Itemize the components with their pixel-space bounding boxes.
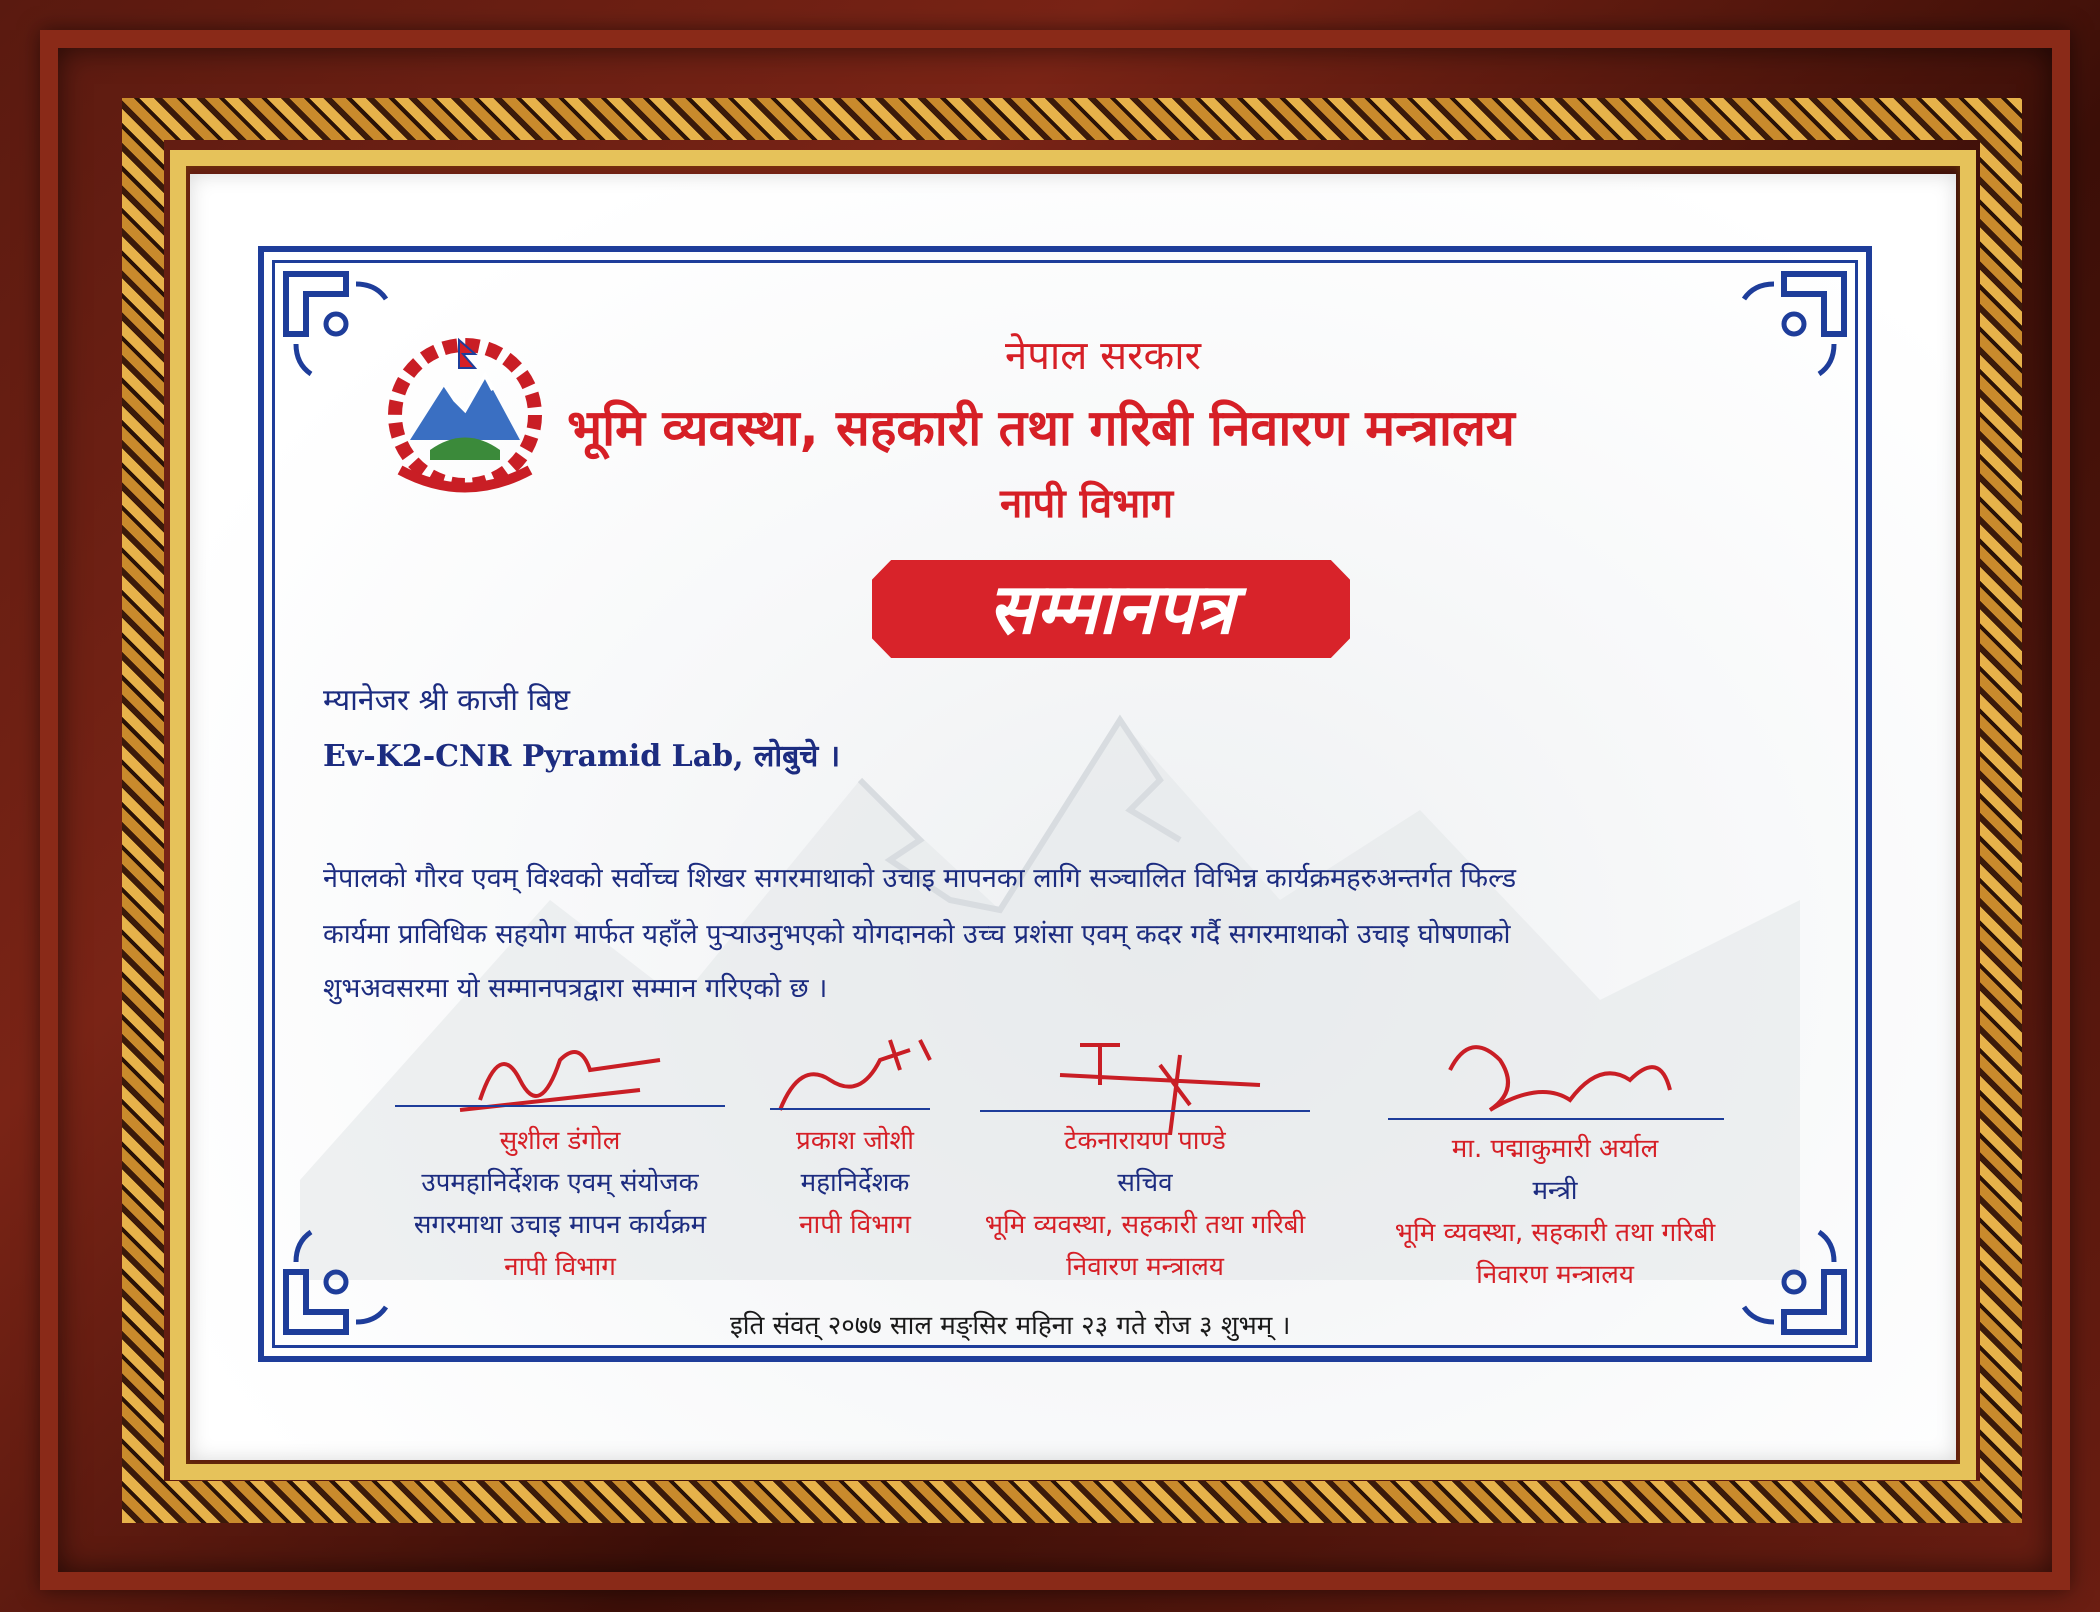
corner-ornament-icon — [276, 1222, 396, 1342]
signatory-ministry-cont: निवारण मन्त्रालय — [1476, 1260, 1634, 1290]
nepal-emblem-icon — [375, 330, 555, 510]
signatory-name: मा. पद्माकुमारी अर्याल — [1451, 1134, 1659, 1164]
signatory-title: उपमहानिर्देशक एवम् संयोजक — [421, 1168, 699, 1198]
body-text-line-3: शुभअवसरमा यो सम्मानपत्रद्वारा सम्मान गरिएको छ । — [323, 973, 828, 1004]
department-heading: नापी विभाग — [1000, 481, 1174, 527]
signatory-ministry: भूमि व्यवस्था, सहकारी तथा गरिबी — [984, 1210, 1306, 1240]
recipient-organization: Ev-K2-CNR Pyramid Lab, लोबुचे । — [323, 739, 841, 774]
signatory-ministry: भूमि व्यवस्था, सहकारी तथा गरिबी — [1394, 1218, 1716, 1248]
signature-4 — [1430, 1020, 1690, 1130]
signatory-title: सचिव — [1117, 1168, 1173, 1198]
signatory-title: महानिर्देशक — [800, 1168, 910, 1198]
signatory-title: मन्त्री — [1532, 1176, 1578, 1206]
certificate-title: सम्मानपत्र — [988, 568, 1234, 650]
signatory-1-block — [380, 1120, 740, 1288]
signature-line-4 — [1388, 1118, 1724, 1120]
corner-ornament-icon — [1734, 264, 1854, 384]
signature-line-1 — [395, 1105, 725, 1107]
signatory-name: सुशील डंगोल — [499, 1126, 621, 1156]
signatory-ministry-cont: निवारण मन्त्रालय — [1066, 1252, 1224, 1282]
signatory-program: सगरमाथा उचाइ मापन कार्यक्रम — [413, 1210, 707, 1240]
signatory-4-block — [1370, 1128, 1740, 1296]
ministry-heading: भूमि व्यवस्था, सहकारी तथा गरिबी निवारण मन्त्रालय — [567, 399, 1515, 457]
signature-line-3 — [980, 1110, 1310, 1112]
recipient-name: म्यानेजर श्री काजी बिष्ट — [323, 683, 570, 718]
signatory-name: प्रकाश जोशी — [796, 1126, 914, 1156]
signatory-office: नापी विभाग — [504, 1252, 616, 1282]
government-heading: नेपाल सरकार — [1005, 333, 1201, 379]
certificate-date: इति संवत् २०७७ साल मङ्सिर महिना २३ गते रोज ३ शुभम् । — [730, 1311, 1291, 1341]
signature-2 — [770, 1020, 950, 1120]
signatory-2-block — [755, 1120, 955, 1246]
signatory-name: टेकनारायण पाण्डे — [1064, 1126, 1226, 1156]
signature-line-2 — [770, 1108, 930, 1110]
body-text-line-2: कार्यमा प्राविधिक सहयोग मार्फत यहाँले पुऱ्याउनुभएको योगदानको उच्च प्रशंसा एवम् कदर गर्दै सगरमाथाको उचाइ घोषणाको — [323, 919, 1511, 950]
signatory-3-block — [960, 1120, 1330, 1288]
signatory-office: नापी विभाग — [799, 1210, 911, 1240]
signature-3 — [1040, 1025, 1280, 1135]
corner-ornament-icon — [1734, 1222, 1854, 1342]
body-text-line-1: नेपालको गौरव एवम् विश्वको सर्वोच्च शिखर सगरमाथाको उचाइ मापनका लागि सञ्चालित विभिन्न कार्यक्रमहरुअन्तर्गत फिल्ड — [323, 863, 1517, 894]
